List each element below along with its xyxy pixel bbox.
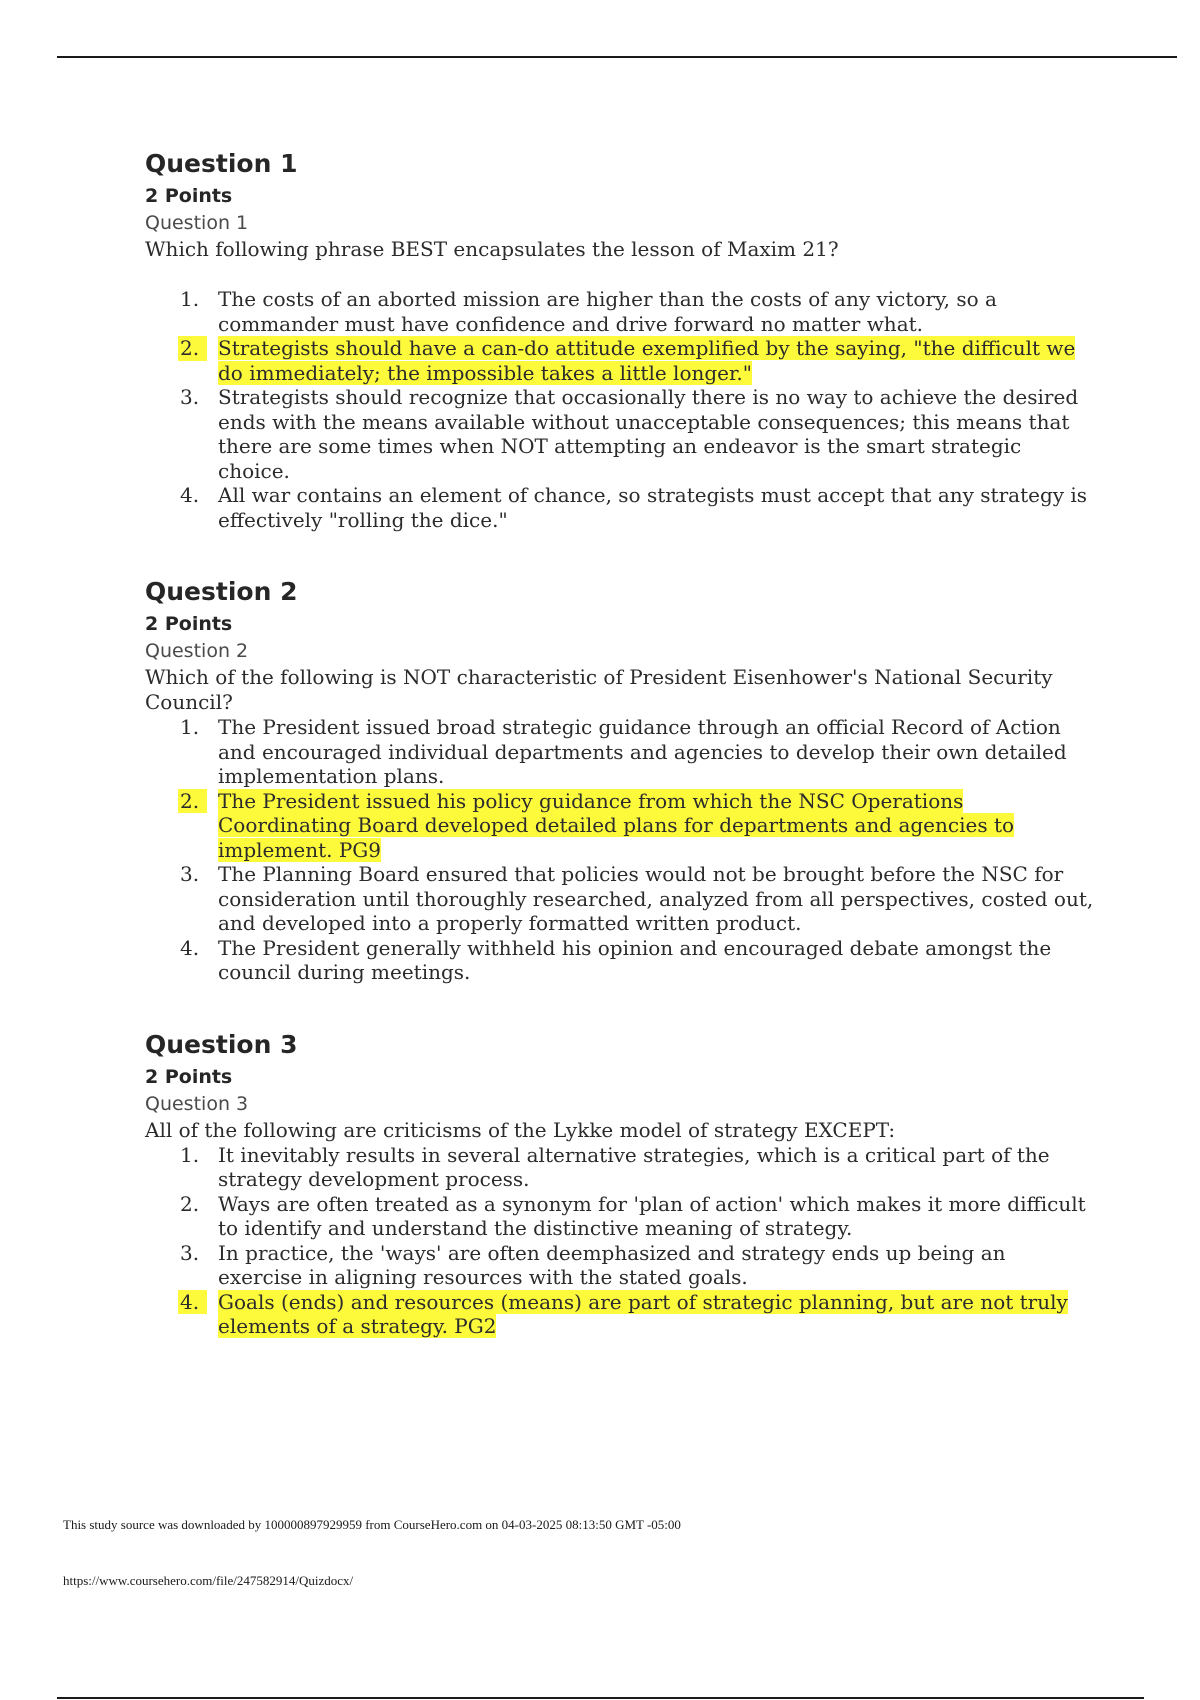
- answer-option: [145, 483, 1095, 532]
- option-text: The President generally withheld his opinion and encouraged debate amongst the council during meetings.: [218, 935, 1052, 984]
- option-number: 3.: [180, 862, 200, 886]
- answer-option: [145, 1241, 1095, 1290]
- question-title: Question 3: [145, 1029, 298, 1059]
- answer-list: [145, 287, 1095, 532]
- question-title: Question 1: [145, 149, 298, 178]
- option-number: 2.: [180, 1191, 200, 1216]
- option-text: The costs of an aborted mission are higher than the costs of any victory, so a commander must have confidence and drive forward no matter what.: [218, 287, 997, 336]
- option-text: The President issued his policy guidance from which the NSC Operations Coordinating Board developed detailed plans for departments and agencies to implement. PG9: [218, 788, 1015, 862]
- answer-list: [145, 1143, 1095, 1339]
- option-number: 1.: [180, 1142, 200, 1167]
- option-number: 1.: [180, 715, 200, 739]
- option-text: All war contains an element of chance, so strategists must accept that any strategy is effectively "rolling the dice.": [218, 483, 1088, 532]
- option-number: 2.: [178, 789, 207, 814]
- answer-list: [145, 715, 1095, 985]
- question-subtitle: Question 2: [145, 640, 249, 662]
- question-text: Which following phrase BEST encapsulates the lesson of Maxim 21?: [145, 237, 839, 261]
- question-title: Question 2: [145, 577, 298, 606]
- option-number: 4.: [180, 935, 200, 960]
- option-text: Goals (ends) and resources (means) are part of strategic planning, but are not truly elements of a strategy. PG2: [218, 1289, 1068, 1338]
- answer-option-highlighted: [145, 336, 1095, 385]
- source-url[interactable]: https://www.coursehero.com/file/247582914/Quizdocx/: [63, 1573, 354, 1588]
- option-number: 1.: [180, 287, 200, 311]
- answer-option: [145, 1192, 1095, 1241]
- quiz-content: [145, 148, 1095, 1339]
- question-1: [145, 148, 1095, 532]
- question-subtitle: Question 3: [145, 1092, 249, 1115]
- option-number: 3.: [180, 1240, 200, 1265]
- answer-option: [145, 862, 1095, 936]
- option-number: 2.: [178, 336, 207, 361]
- question-3: [145, 1029, 1095, 1339]
- question-2: [145, 576, 1095, 985]
- download-notice: This study source was downloaded by 100000897929959 from CourseHero.com on 04-03-2025 08:13:50 GMT -05:00: [63, 1517, 681, 1532]
- answer-option: [145, 287, 1095, 336]
- option-text: The President issued broad strategic guidance through an official Record of Action and encouraged individual departments and agencies to develop their own detailed implementation plans.: [218, 715, 1067, 788]
- question-subtitle: Question 1: [145, 212, 249, 234]
- option-text: It inevitably results in several alternative strategies, which is a critical part of the strategy development process.: [218, 1142, 1050, 1191]
- option-text: Ways are often treated as a synonym for 'plan of action' which makes it more difficult to identify and understand the distinctive meaning of strategy.: [218, 1191, 1086, 1240]
- option-text: Strategists should have a can-do attitude exemplified by the saying, "the difficult we do immediately; the impossible takes a little longer.": [218, 336, 1076, 385]
- question-text: Which of the following is NOT characteristic of President Eisenhower's National Security Council?: [145, 665, 1053, 714]
- answer-option: [145, 715, 1095, 789]
- question-points: 2 Points: [145, 1065, 233, 1088]
- option-text: In practice, the 'ways' are often deemphasized and strategy ends up being an exercise in aligning resources with the stated goals.: [218, 1240, 1006, 1289]
- top-rule: [57, 56, 1177, 58]
- option-number: 3.: [180, 385, 200, 409]
- answer-option-highlighted: [145, 1290, 1095, 1339]
- bottom-rule: [57, 1697, 1144, 1699]
- option-number: 4.: [180, 483, 200, 507]
- option-text: The Planning Board ensured that policies would not be brought before the NSC for consideration until thoroughly researched, analyzed from all perspectives, costed out, and developed into a properly formatted written product.: [218, 862, 1094, 935]
- question-points: 2 Points: [145, 613, 233, 635]
- option-number: 4.: [178, 1290, 207, 1315]
- option-text: Strategists should recognize that occasionally there is no way to achieve the desired ends with the means available without unacceptable consequences; this means that there are some times when NOT attempting an endeavor is the smart strategic choice.: [218, 385, 1079, 483]
- answer-option: [145, 936, 1095, 985]
- answer-option: [145, 1143, 1095, 1192]
- answer-option: [145, 385, 1095, 483]
- question-text: All of the following are criticisms of the Lykke model of strategy EXCEPT:: [145, 1117, 896, 1142]
- answer-option-highlighted: [145, 789, 1095, 863]
- question-points: 2 Points: [145, 185, 233, 207]
